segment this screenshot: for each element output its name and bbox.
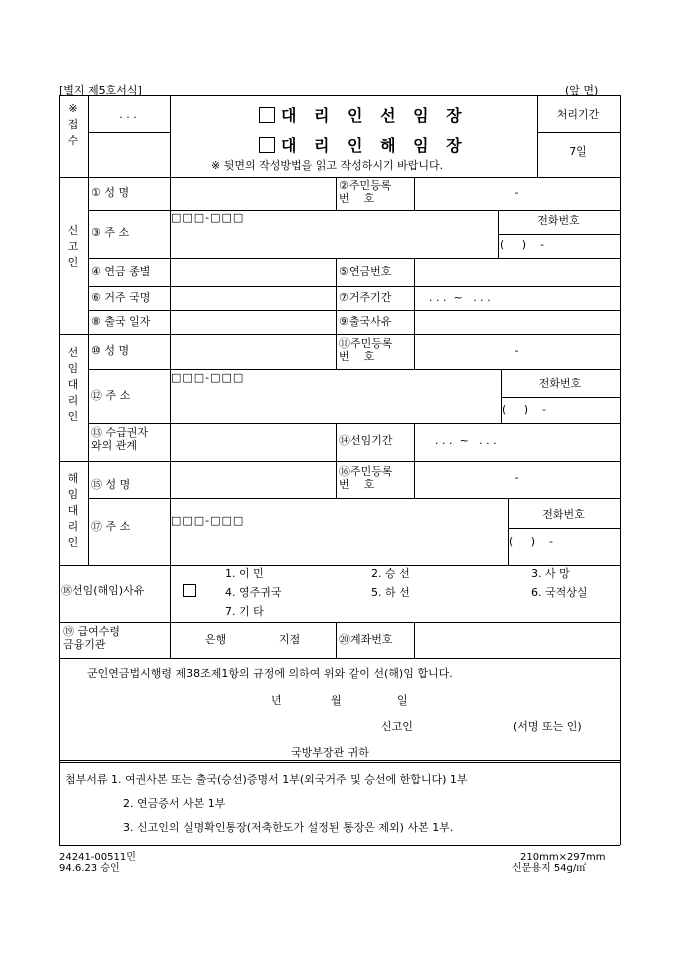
dismissed-phone-field[interactable]: ( ) -	[509, 535, 554, 548]
paper-type: 신문용지 54g/㎡	[512, 863, 587, 874]
signature-field[interactable]: (서명 또는 인)	[513, 720, 582, 733]
applicant-period-label: ⑦거주기간	[339, 291, 392, 304]
appointed-phone-field[interactable]: ( ) -	[502, 403, 547, 416]
form-number: [별지 제5호서식]	[59, 84, 142, 97]
applicant-departure-date-label: ⑧ 출국 일자	[91, 315, 151, 328]
applicant-rrn-field[interactable]: -	[514, 186, 519, 199]
form-document	[59, 95, 621, 946]
receipt-date-field[interactable]: . . .	[119, 108, 137, 121]
applicant-period-field[interactable]: . . . ~ . . .	[429, 291, 491, 304]
bank-label: ⑲ 급여수령 금융기관	[63, 625, 121, 651]
dismissed-rrn-field[interactable]: -	[514, 471, 519, 484]
reason-option-2[interactable]: 2. 승 선	[371, 567, 410, 580]
addressee: 국방부장관 귀하	[291, 746, 369, 759]
attachment-line-1: 첨부서류 1. 여권사본 또는 출국(승선)증명서 1부(외국거주 및 승선에 한합니다) 1부	[65, 773, 468, 786]
declaration-text: 군인연금법시행령 제38조제1항의 규정에 의하여 위와 같이 선(해)임 합니다.	[87, 667, 453, 680]
reason-option-4[interactable]: 4. 영주귀국	[225, 586, 282, 599]
receipt-label: ※ 접 수	[67, 102, 79, 147]
reason-label: ⑱선임(해임)사유	[61, 584, 145, 597]
attachment-line-2: 2. 연금증서 사본 1부	[123, 797, 226, 810]
reason-option-7[interactable]: 7. 기 타	[225, 605, 264, 618]
processing-period-value: 7일	[569, 145, 587, 158]
reason-option-3[interactable]: 3. 사 망	[531, 567, 570, 580]
processing-period-label: 처리기간	[556, 108, 600, 121]
bank-branch-field[interactable]: 지점	[279, 633, 301, 646]
appointment-checkbox[interactable]	[259, 107, 275, 123]
reason-checkbox[interactable]	[183, 584, 196, 597]
appointed-rrn-field[interactable]: -	[514, 344, 519, 357]
reason-option-1[interactable]: 1. 이 민	[225, 567, 264, 580]
title-dismissal: 대 리 인 해 임 장	[259, 133, 468, 156]
attachment-line-3: 3. 신고인의 실명확인통장(저축한도가 설정된 통장은 제외) 사본 1부.	[123, 821, 454, 834]
declaration-year[interactable]: 년	[271, 694, 282, 707]
dismissed-name-label: ⑮ 성 명	[91, 478, 131, 491]
applicant-phone-label: 전화번호	[537, 214, 580, 227]
applicant-pension-no-label: ⑤연금번호	[339, 265, 392, 278]
applicant-section-label: 신고인	[67, 224, 79, 269]
title-note: ※ 뒷면의 작성방법을 읽고 작성하시기 바랍니다.	[211, 159, 444, 172]
applicant-country-label: ⑥ 거주 국명	[91, 291, 151, 304]
appointed-address-label: ⑫ 주 소	[91, 389, 131, 402]
applicant-name-label: ① 성 명	[91, 186, 130, 199]
form-code: 24241-00511민	[59, 852, 136, 863]
reason-option-5[interactable]: 5. 하 선	[371, 586, 410, 599]
applicant-departure-reason-label: ⑨출국사유	[339, 315, 392, 328]
bank-name-field[interactable]: 은행	[205, 633, 227, 646]
dismissed-address-label: ⑰ 주 소	[91, 520, 131, 533]
applicant-rrn-label: ②주민등록 번 호	[339, 179, 392, 205]
dismissal-checkbox[interactable]	[259, 137, 275, 153]
declaration-month[interactable]: 월	[331, 694, 342, 707]
appointed-period-field[interactable]: . . . ~ . . .	[435, 434, 497, 447]
dismissed-rrn-label: ⑯주민등록 번 호	[339, 465, 393, 491]
appointed-phone-label: 전화번호	[538, 377, 582, 390]
title-appointment: 대 리 인 선 임 장	[259, 103, 468, 126]
reason-option-6[interactable]: 6. 국적상실	[531, 586, 588, 599]
appointed-section-label: 선임대리인	[67, 346, 79, 423]
appointed-postal-code[interactable]: □□□-□□□	[171, 371, 245, 384]
paper-size: 210mm×297mm	[520, 852, 606, 863]
applicant-address-label: ③ 주 소	[91, 226, 130, 239]
appointed-period-label: ⑭선임기간	[339, 434, 393, 447]
appointed-rrn-label: ⑪주민등록 번 호	[339, 337, 393, 363]
page-side-label: (앞 면)	[565, 84, 599, 97]
applicant-phone-field[interactable]: ( ) -	[500, 238, 545, 251]
applicant-postal-code[interactable]: □□□-□□□	[171, 211, 245, 224]
declaration-day[interactable]: 일	[397, 694, 408, 707]
dismissed-postal-code[interactable]: □□□-□□□	[171, 514, 245, 527]
appointed-name-label: ⑩ 성 명	[91, 344, 130, 357]
approval-date: 94.6.23 승인	[59, 863, 120, 874]
applicant-pension-type-label: ④ 연금 종별	[91, 265, 151, 278]
account-number-label: ⑳계좌번호	[339, 633, 393, 646]
appointed-relation-label: ⑬ 수급권자 와의 관계	[91, 426, 149, 452]
declarant-label: 신고인	[381, 720, 413, 733]
dismissed-phone-label: 전화번호	[542, 508, 585, 521]
dismissed-section-label: 해임대리인	[67, 472, 79, 549]
